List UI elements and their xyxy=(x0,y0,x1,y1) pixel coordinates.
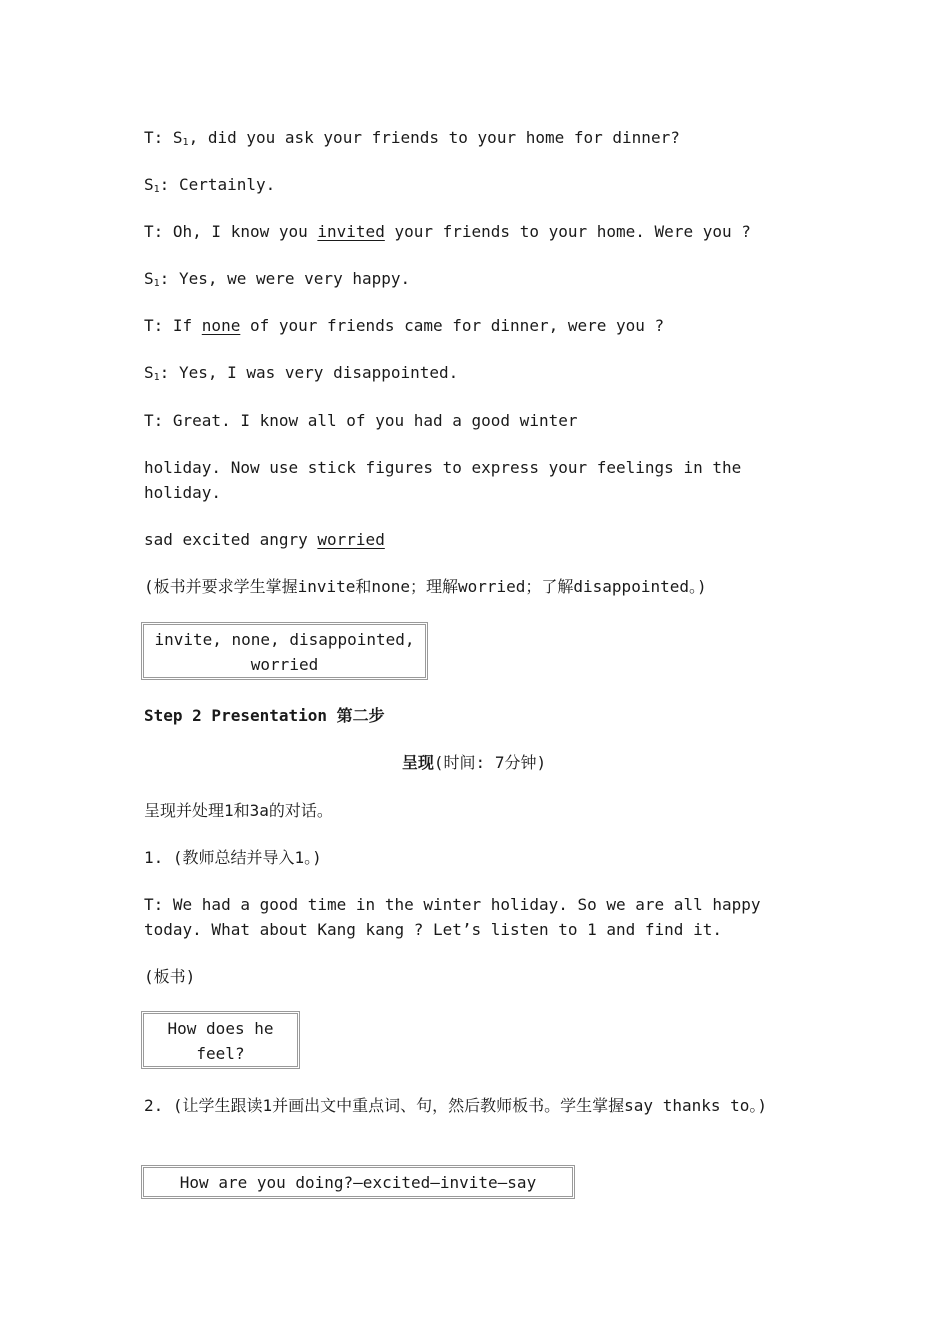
dialogue-line-1 xyxy=(144,125,804,150)
underlined-word: invited xyxy=(317,222,385,241)
text: : Yes, I was very disappointed. xyxy=(159,363,459,382)
blackboard-box-2: How does he feel? xyxy=(141,1011,300,1069)
step-subheading xyxy=(144,750,804,775)
text: S xyxy=(144,269,154,288)
text: S xyxy=(144,175,154,194)
item-1: 1. (教师总结并导入1。) xyxy=(144,848,322,867)
text: T: S xyxy=(144,128,183,147)
item-2: 2. (让学生跟读1并画出文中重点词、句，然后教师板书。学生掌握say thanks to。) xyxy=(144,1096,768,1115)
dialogue-line-5 xyxy=(144,313,804,338)
text: T: If xyxy=(144,316,202,335)
text: of your friends came for dinner, were you ? xyxy=(240,316,665,335)
dialogue-line-6 xyxy=(144,360,804,385)
text: , did you ask your friends to your home for dinner? xyxy=(188,128,680,147)
teacher-line: T: We had a good time in the winter holiday. So we are all happy today. What about Kang kang ? Let’s listen to 1 and find it. xyxy=(144,895,771,939)
blackboard-box-1: invite, none, disappointed, worried xyxy=(141,622,428,680)
board-note-1: (板书并要求学生掌握invite和none；理解worried；了解disappointed。) xyxy=(144,577,707,596)
vocab-line xyxy=(144,527,804,552)
step-heading: Step 2 Presentation 第二步 xyxy=(144,706,385,725)
blackboard-box-3: How are you doing?—excited—invite—say xyxy=(141,1165,575,1199)
board-note-2: (板书) xyxy=(144,967,196,986)
text: : Yes, we were very happy. xyxy=(159,269,411,288)
subscript: 1 xyxy=(153,278,160,289)
subscript: 1 xyxy=(153,184,160,195)
text: : Certainly. xyxy=(159,175,276,194)
dialogue-line-2 xyxy=(144,172,804,197)
dialogue-line-8: holiday. Now use stick figures to express your feelings in the holiday. xyxy=(144,458,751,502)
subscript: 1 xyxy=(153,372,160,383)
text: S xyxy=(144,363,154,382)
dialogue-line-7: T: Great. I know all of you had a good winter xyxy=(144,411,578,430)
instruction-line: 呈现并处理1和3a的对话。 xyxy=(144,801,333,820)
subscript: 1 xyxy=(182,137,189,148)
text: (时间: 7分钟) xyxy=(433,753,547,772)
dialogue-line-4 xyxy=(144,266,804,291)
dialogue-line-3 xyxy=(144,219,804,244)
text: sad excited angry xyxy=(144,530,318,549)
underlined-word: worried xyxy=(317,530,385,549)
text: 呈现 xyxy=(401,753,434,772)
text: T: Oh, I know you xyxy=(144,222,318,241)
text: your friends to your home. Were you ? xyxy=(384,222,751,241)
underlined-word: none xyxy=(201,316,241,335)
